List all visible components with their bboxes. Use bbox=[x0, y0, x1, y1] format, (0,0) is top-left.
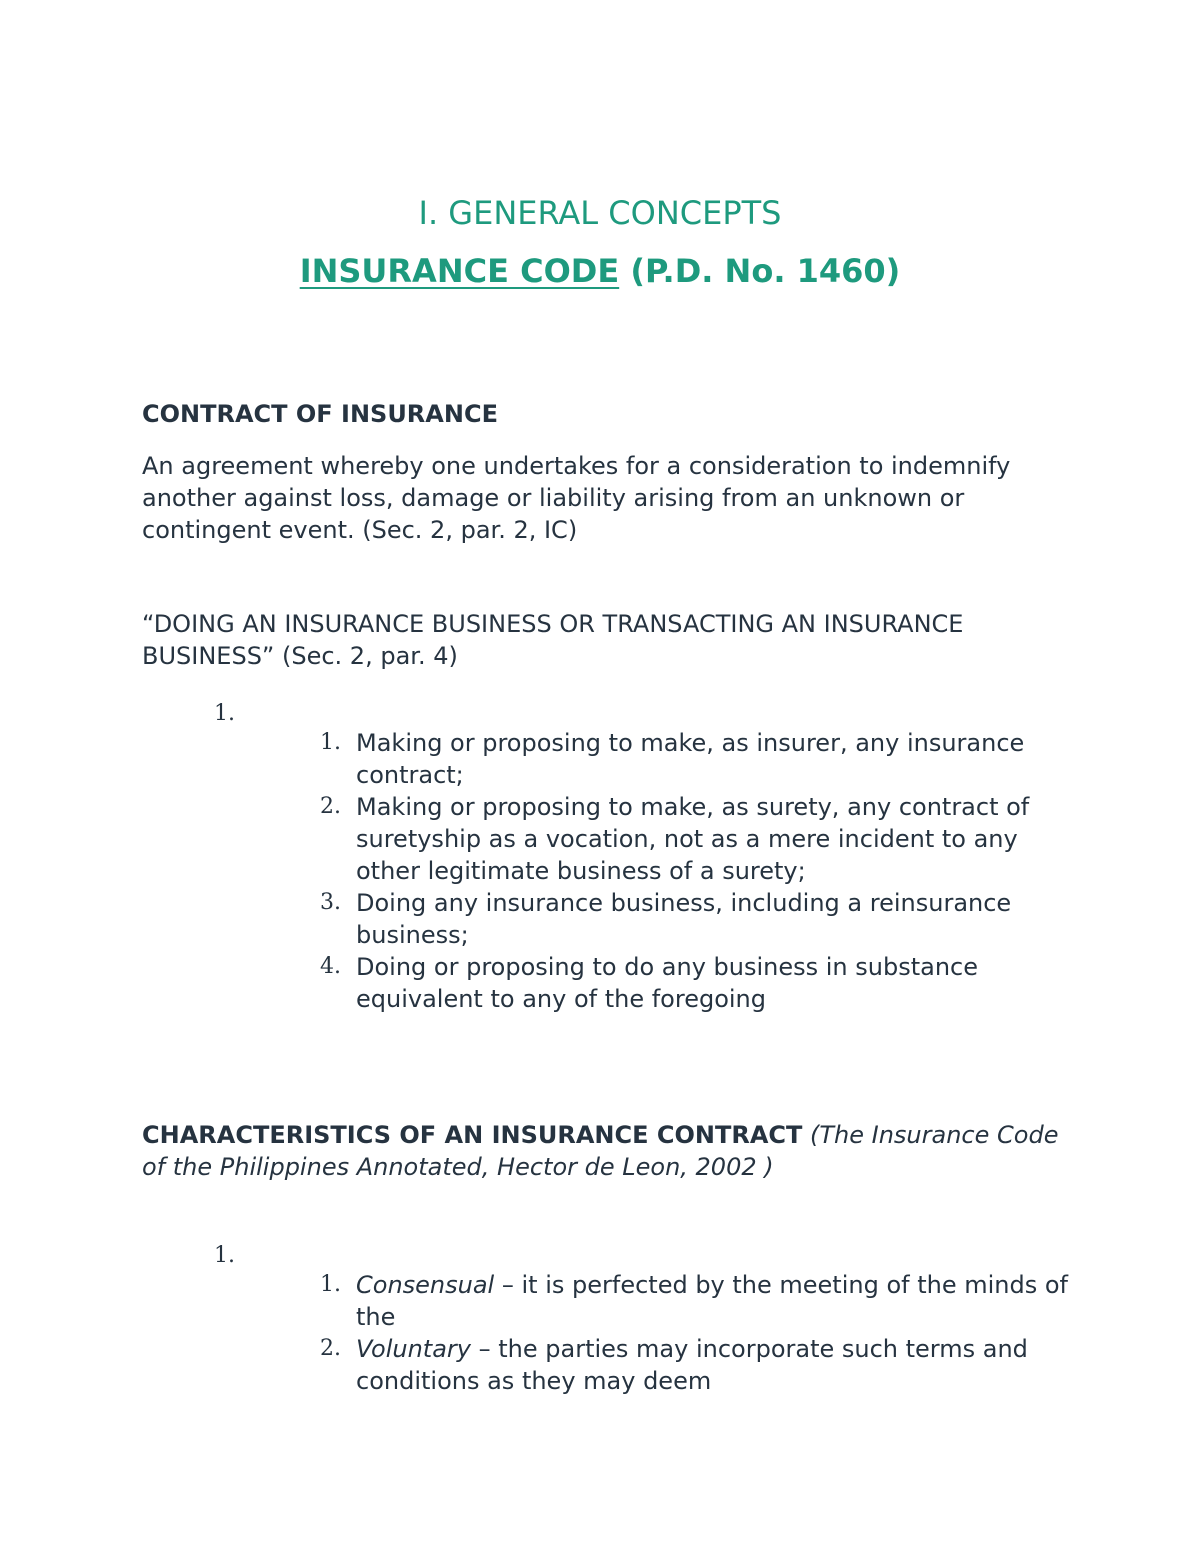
code-name-link[interactable]: INSURANCE CODE bbox=[299, 252, 620, 290]
characteristics-heading: CHARACTERISTICS OF AN INSURANCE CONTRACT bbox=[142, 1121, 803, 1149]
doing-business-heading: “DOING AN INSURANCE BUSINESS OR TRANSACTING AN INSURANCE BUSINESS” (Sec. 2, par. 4) bbox=[142, 610, 964, 670]
list-item-text: Making or proposing to make, as surety, any contract of suretyship as a vocation, not as a mere incident to any other legitimate business of a surety; bbox=[356, 793, 1030, 885]
list-item bbox=[320, 727, 1070, 791]
list-item-text: – it is perfected by the meeting of the minds of the bbox=[356, 1271, 1068, 1331]
list-item-number: 2. bbox=[320, 794, 341, 819]
list-item-number: 2. bbox=[320, 1336, 341, 1361]
outer-list-number: 1. bbox=[214, 701, 235, 726]
list-item-number: 3. bbox=[320, 890, 341, 915]
contract-definition: An agreement whereby one undertakes for a consideration to indemnify another against loss, damage or liability arising from an unknown or contingent event. (Sec. 2, par. 2, IC) bbox=[142, 452, 1011, 544]
list-item-term: Consensual bbox=[356, 1271, 495, 1299]
list-item bbox=[320, 1269, 1070, 1333]
list-item-text: – the parties may incorporate such terms and conditions as they may deem bbox=[356, 1335, 1028, 1395]
page-title: I. GENERAL CONCEPTS bbox=[418, 194, 782, 232]
code-reference: (P.D. No. 1460) bbox=[619, 252, 901, 290]
characteristics-source: (The Insurance Code of the Philippines Annotated, Hector de Leon, 2002 ) bbox=[142, 1121, 1059, 1181]
page-subtitle bbox=[0, 248, 1200, 294]
doing-business-list bbox=[320, 727, 1070, 1015]
list-item-text: Making or proposing to make, as insurer, any insurance contract; bbox=[356, 729, 1025, 789]
list-item-number: 1. bbox=[320, 1272, 341, 1297]
list-item-text: Doing any insurance business, including a reinsurance business; bbox=[356, 889, 1012, 949]
characteristics-list bbox=[320, 1269, 1070, 1397]
contract-heading: CONTRACT OF INSURANCE bbox=[142, 400, 498, 428]
list-item-number: 1. bbox=[320, 730, 341, 755]
list-item-term: Voluntary bbox=[356, 1335, 471, 1363]
list-item-number: 4. bbox=[320, 954, 341, 979]
characteristics-heading-block bbox=[142, 1119, 1072, 1183]
list-item bbox=[320, 887, 1070, 951]
list-item bbox=[320, 951, 1070, 1015]
list-item-text: Doing or proposing to do any business in substance equivalent to any of the foregoing bbox=[356, 953, 979, 1013]
outer-list-number: 1. bbox=[214, 1243, 235, 1268]
list-item bbox=[320, 791, 1070, 887]
list-item bbox=[320, 1333, 1070, 1397]
